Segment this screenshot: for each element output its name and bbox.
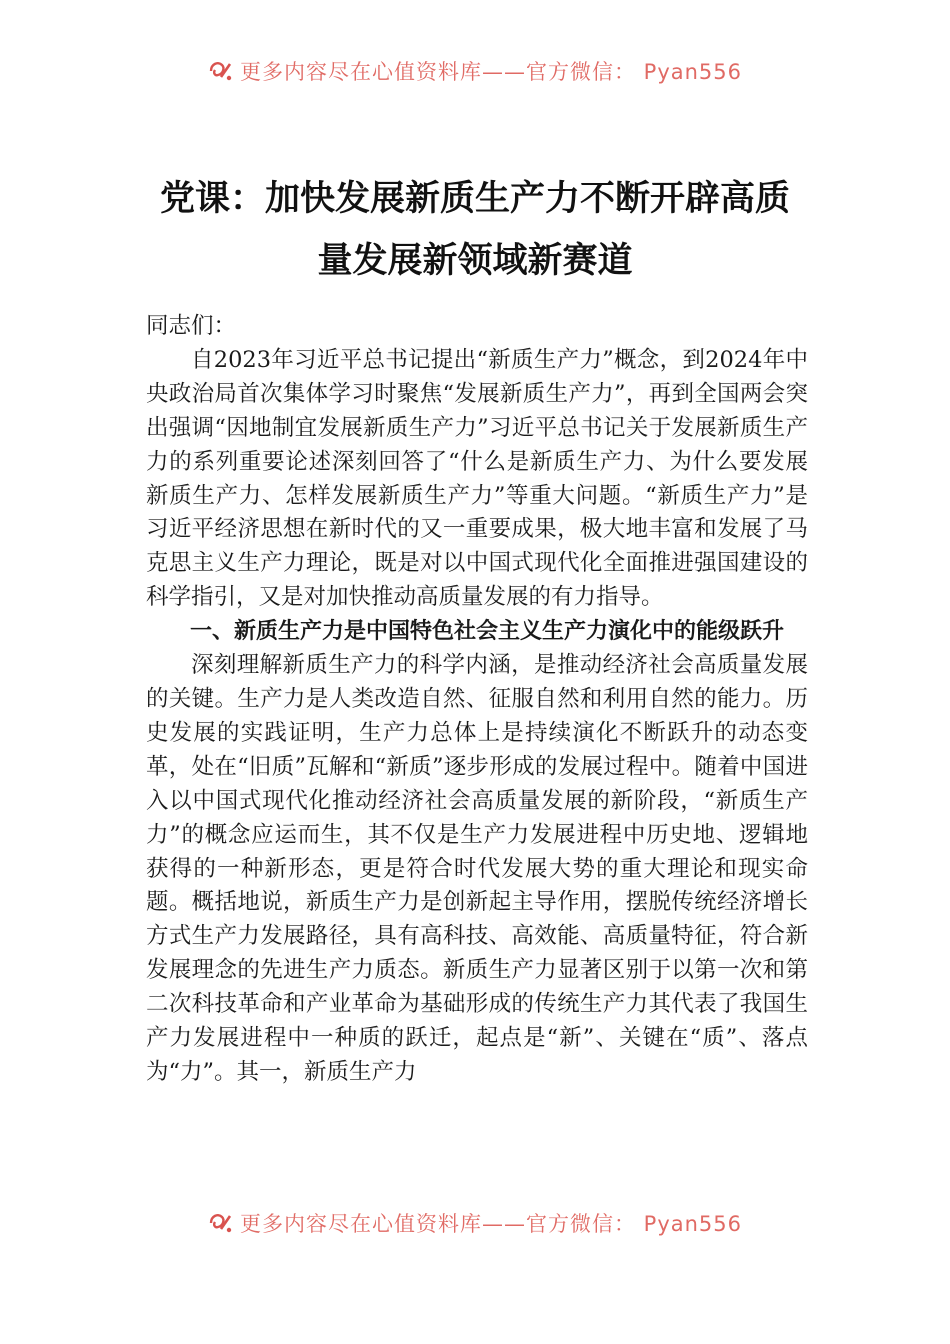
document-title [140,168,810,292]
title-line-1: 党课：加快发展新质生产力不断开辟高质 [159,178,790,219]
watermark-header [0,56,950,86]
section-heading-1: 一、新质生产力是中国特色社会主义生产力演化中的能级跃升 [190,619,785,645]
watermark-footer [0,1208,950,1238]
watermark-logo-icon [208,1211,234,1235]
watermark-logo-icon [208,59,234,83]
document-body [146,310,808,1090]
title-line-2: 量发展新领域新赛道 [317,240,633,281]
watermark-text: 更多内容尽在心值资料库——官方微信： Pyan556 [239,60,743,84]
watermark-text: 更多内容尽在心值资料库——官方微信： Pyan556 [239,1212,743,1236]
salutation: 同志们： [146,313,237,339]
paragraph-section-1: 深刻理解新质生产力的科学内涵，是推动经济社会高质量发展的关键。生产力是人类改造自然、征服自然和利用自然的能力。历史发展的实践证明，生产力总体上是持续演化不断跃升的动态变革，处在“旧质”瓦解和“新质”逐步形成的发展过程中。随着中国进入以中国式现代化推动经济社会高质量发展的新阶段，“新质生产力”的概念应运而生，其不仅是生产力发展进程中历史地、逻辑地获得的一种新形态，更是符合时代发展大势的重大理论和现实命题。概括地说，新质生产力是创新起主导作用，摆脱传统经济增长方式生产力发展路径，具有高科技、高效能、高质量特征，符合新发展理念的先进生产力质态。新质生产力显著区别于以第一次和第二次科技革命和产业革命为基础形成的传统生产力其代表了我国生产力发展进程中一种质的跃迁，起点是“新”、关键在“质”、落点为“力”。其一，新质生产力 [146,652,808,1085]
paragraph-intro: 自2023年习近平总书记提出“新质生产力”概念，到2024年中央政治局首次集体学习时聚焦“发展新质生产力”，再到全国两会突出强调“因地制宜发展新质生产力”习近平总书记关于发展新质生产力的系列重要论述深刻回答了“什么是新质生产力、为什么要发展新质生产力、怎样发展新质生产力”等重大问题。“新质生产力”是习近平经济思想在新时代的又一重要成果，极大地丰富和发展了马克思主义生产力理论，既是对以中国式现代化全面推进强国建设的科学指引，又是对加快推动高质量发展的有力指导。 [146,346,808,611]
